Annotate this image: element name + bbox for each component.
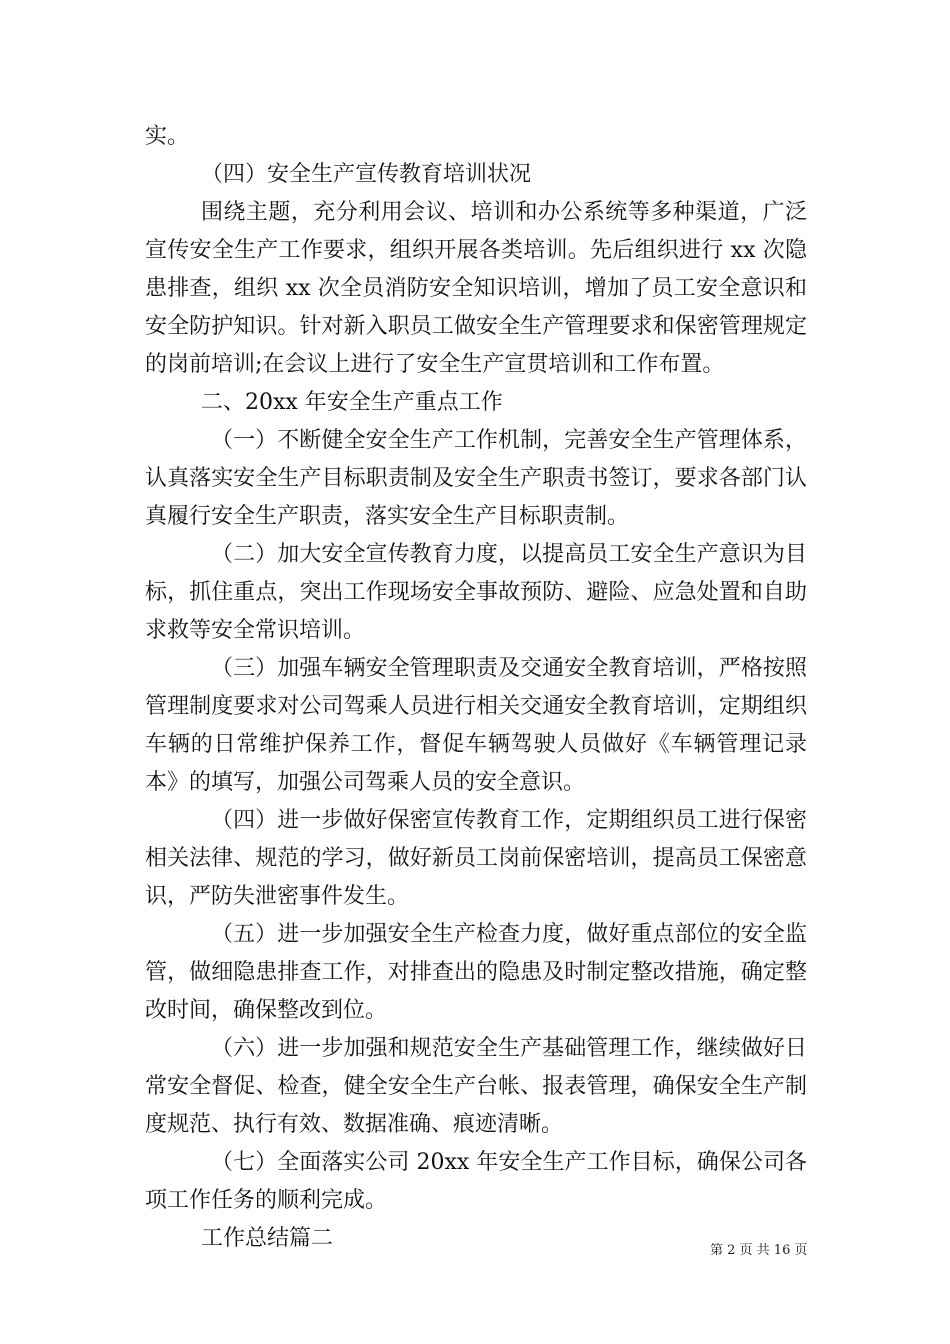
page-number-label: 第 2 页 共 16 页 [710, 1243, 808, 1258]
section-heading-summary-two: 工作总结篇二 [201, 1226, 334, 1251]
list-item-4: （四）进一步做好保密宣传教育工作，定期组织员工进行保密相关法律、规范的学习，做好新员工岗前保密培训，提高员工保密意识，严防失泄密事件发生。 [145, 808, 807, 909]
list-item-1: （一）不断健全安全生产工作机制，完善安全生产管理体系，认真落实安全生产目标职责制及安全生产职责书签订，要求各部门认真履行安全生产职责，落实安全生产目标职责制。 [145, 428, 807, 529]
list-item-2: （二）加大安全宣传教育力度，以提高员工安全生产意识为目标，抓住重点，突出工作现场安全事故预防、避险、应急处置和自助求救等安全常识培训。 [145, 542, 807, 643]
list-item-3: （三）加强车辆安全管理职责及交通安全教育培训，严格按照管理制度要求对公司驾乘人员进行相关交通安全教育培训，定期组织车辆的日常维护保养工作，督促车辆驾驶人员做好《车辆管理记录本》的填写，加强公司驾乘人员的安全意识。 [145, 656, 807, 795]
list-item-5: （五）进一步加强安全生产检查力度，做好重点部位的安全监管，做细隐患排查工作，对排查出的隐患及时制定整改措施，确定整改时间，确保整改到位。 [145, 922, 807, 1023]
paragraph-training-summary: 围绕主题，充分利用会议、培训和办公系统等多种渠道，广泛宣传安全生产工作要求，组织开展各类培训。先后组织进行 xx 次隐患排查，组织 xx 次全员消防安全知识培训，增加了员工安全意识和安全防护知识。针对新入职员工做安全生产管理要求和保密管理规定的岗前培训;在会议上进行了安全生产宣贯培训和工作布置。 [145, 200, 807, 377]
document-body [145, 118, 807, 1258]
list-item-6: （六）进一步加强和规范安全生产基础管理工作，继续做好日常安全督促、检查，健全安全生产台帐、报表管理，确保安全生产制度规范、执行有效、数据准确、痕迹清晰。 [145, 1036, 807, 1137]
list-item-7: （七）全面落实公司 20xx 年安全生产工作目标，确保公司各项工作任务的顺利完成。 [145, 1150, 807, 1213]
paragraph-continuation: 实。 [145, 124, 190, 149]
page-footer [710, 1242, 807, 1260]
section-heading-publicity-training: （四）安全生产宣传教育培训状况 [201, 162, 532, 187]
section-heading-key-work: 二、20xx 年安全生产重点工作 [201, 390, 503, 415]
